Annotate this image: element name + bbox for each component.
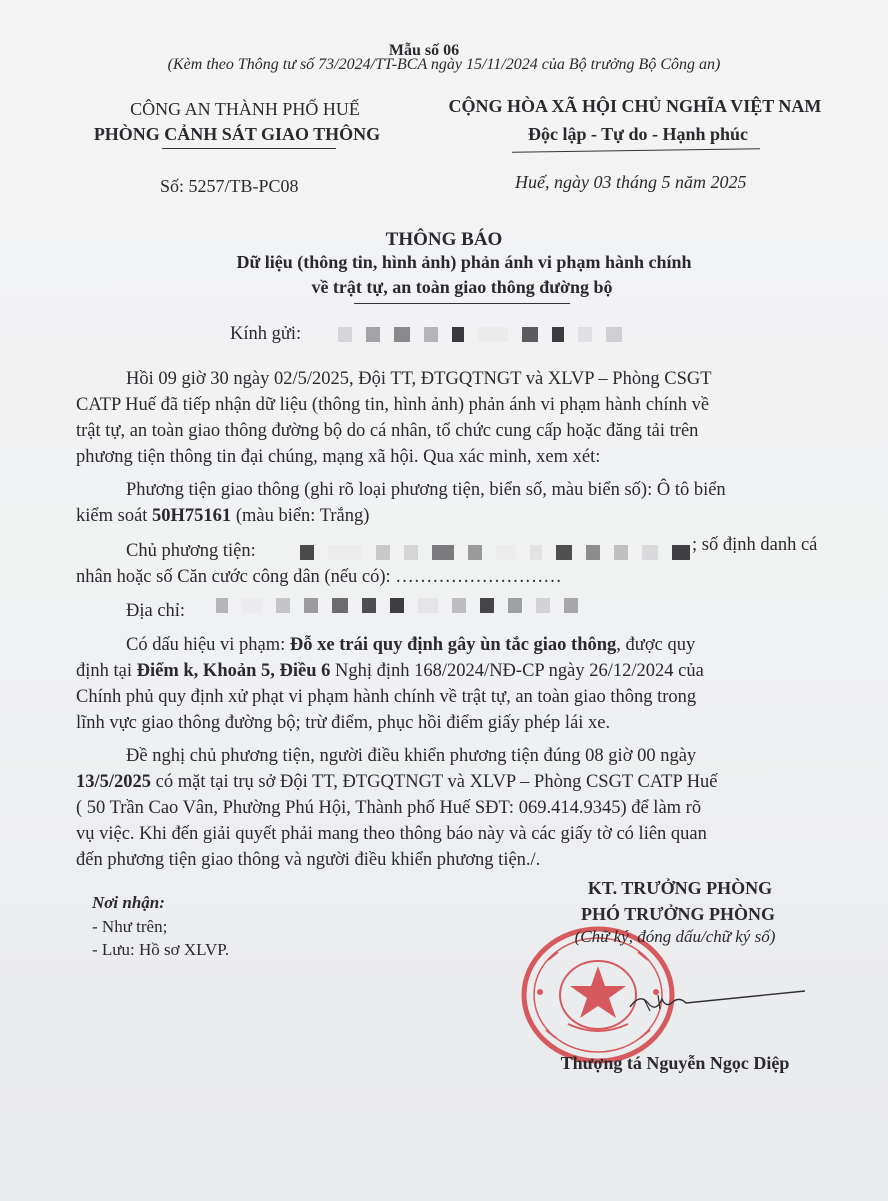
violation-line-3: Chính phủ quy định xử phạt vi phạm hành chính về trật tự, an toàn giao thông trong bbox=[76, 687, 697, 707]
notice-subtitle-2: về trật tự, an toàn giao thông đường bộ bbox=[311, 277, 613, 297]
owner-id-line: nhân hoặc số Căn cước công dân (nếu có): ……………………… bbox=[76, 567, 562, 587]
owner-redacted bbox=[300, 544, 704, 560]
request-line-4: vụ việc. Khi đến giải quyết phải mang theo thông báo này và các giấy tờ có liên quan bbox=[76, 824, 707, 844]
recipients-item-1: - Như trên; bbox=[92, 917, 168, 936]
recipient-label: Kính gửi: bbox=[230, 324, 302, 344]
owner-label: Chủ phương tiện: bbox=[126, 541, 256, 561]
appointment-date: 13/5/2025 bbox=[76, 772, 152, 792]
vehicle-line-1: Phương tiện giao thông (ghi rõ loại phương tiện, biển số, màu biển số): Ô tô biển bbox=[126, 480, 726, 500]
address-redacted bbox=[216, 597, 592, 613]
p1-line-4: phương tiện thông tin đại chúng, mạng xã hội. Qua xác minh, xem xét: bbox=[76, 447, 601, 467]
agency-parent: CÔNG AN THÀNH PHỐ HUẾ bbox=[130, 99, 360, 119]
signer-name: Thượng tá Nguyễn Ngọc Diệp bbox=[560, 1053, 790, 1073]
violation-line-4: lĩnh vực giao thông đường bộ; trừ điểm, phục hồi điểm giấy phép lái xe. bbox=[76, 713, 611, 733]
request-line-5: đến phương tiện giao thông và người điều khiển phương tiện./. bbox=[76, 850, 541, 870]
sign-title-1: KT. TRƯỞNG PHÒNG bbox=[587, 878, 773, 898]
country-motto: Độc lập - Tự do - Hạnh phúc bbox=[527, 124, 749, 144]
handwritten-signature bbox=[600, 985, 810, 1025]
address-label: Địa chỉ: bbox=[126, 601, 186, 621]
violation-line-2: định tại Điểm k, Khoản 5, Điều 6 Nghị định 168/2024/NĐ-CP ngày 26/12/2024 của bbox=[76, 661, 704, 681]
agency-underline bbox=[162, 148, 336, 149]
request-line-1: Đề nghị chủ phương tiện, người điều khiển phương tiện đúng 08 giờ 00 ngày bbox=[126, 746, 697, 766]
document-number: Số: 5257/TB-PC08 bbox=[160, 176, 299, 196]
sign-instruction: (Chữ ký, đóng dấu/chữ ký số) bbox=[574, 927, 776, 946]
agency-name: PHÒNG CẢNH SÁT GIAO THÔNG bbox=[93, 124, 381, 144]
recipient-redacted bbox=[338, 326, 636, 342]
violation-legal-basis: Điểm k, Khoản 5, Điều 6 bbox=[136, 661, 331, 681]
owner-id-suffix: ; số định danh cá bbox=[692, 535, 818, 555]
sign-title-2: PHÓ TRƯỞNG PHÒNG bbox=[580, 904, 775, 924]
p1-line-3: trật tự, an toàn giao thông đường bộ do cá nhân, tổ chức cung cấp hoặc đăng tải trên bbox=[76, 421, 699, 441]
request-line-3: ( 50 Trần Cao Vân, Phường Phú Hội, Thành phố Huế SĐT: 069.414.9345) để làm rõ bbox=[76, 798, 702, 818]
p1-line-2: CATP Huế đã tiếp nhận dữ liệu (thông tin, hình ảnh) phản ánh vi phạm hành chính về bbox=[76, 395, 710, 415]
country-name: CỘNG HÒA XÃ HỘI CHỦ NGHĨA VIỆT NAM bbox=[448, 96, 822, 116]
violation-line-1: Có dấu hiệu vi phạm: Đỗ xe trái quy định gây ùn tắc giao thông, được quy bbox=[126, 635, 696, 655]
form-number: Mẫu số 06 bbox=[388, 42, 460, 59]
vehicle-line-2: kiểm soát 50H75161 (màu biển: Trắng) bbox=[76, 506, 370, 526]
request-line-2: 13/5/2025 có mặt tại trụ sở Đội TT, ĐTGQTNGT và XLVP – Phòng CSGT CATP Huế bbox=[76, 772, 718, 792]
recipients-item-2: - Lưu: Hồ sơ XLVP. bbox=[92, 940, 230, 959]
violation-description: Đỗ xe trái quy định gây ùn tắc giao thông bbox=[289, 635, 617, 655]
notice-subtitle-1: Dữ liệu (thông tin, hình ảnh) phản ánh vi phạm hành chính bbox=[236, 252, 692, 272]
recipients-heading: Nơi nhận: bbox=[92, 893, 165, 912]
vehicle-plate: 50H75161 bbox=[152, 506, 232, 526]
place-date: Huế, ngày 03 tháng 5 năm 2025 bbox=[515, 172, 747, 192]
form-attached-note: (Kèm theo Thông tư số 73/2024/TT-BCA ngày 15/11/2024 của Bộ trưởng Bộ Công an) bbox=[167, 56, 721, 73]
motto-underline bbox=[512, 148, 760, 152]
p1-line-1: Hồi 09 giờ 30 ngày 02/5/2025, Đội TT, ĐTGQTNGT và XLVP – Phòng CSGT bbox=[126, 369, 712, 389]
notice-title: THÔNG BÁO bbox=[385, 229, 503, 250]
title-underline bbox=[354, 303, 570, 304]
